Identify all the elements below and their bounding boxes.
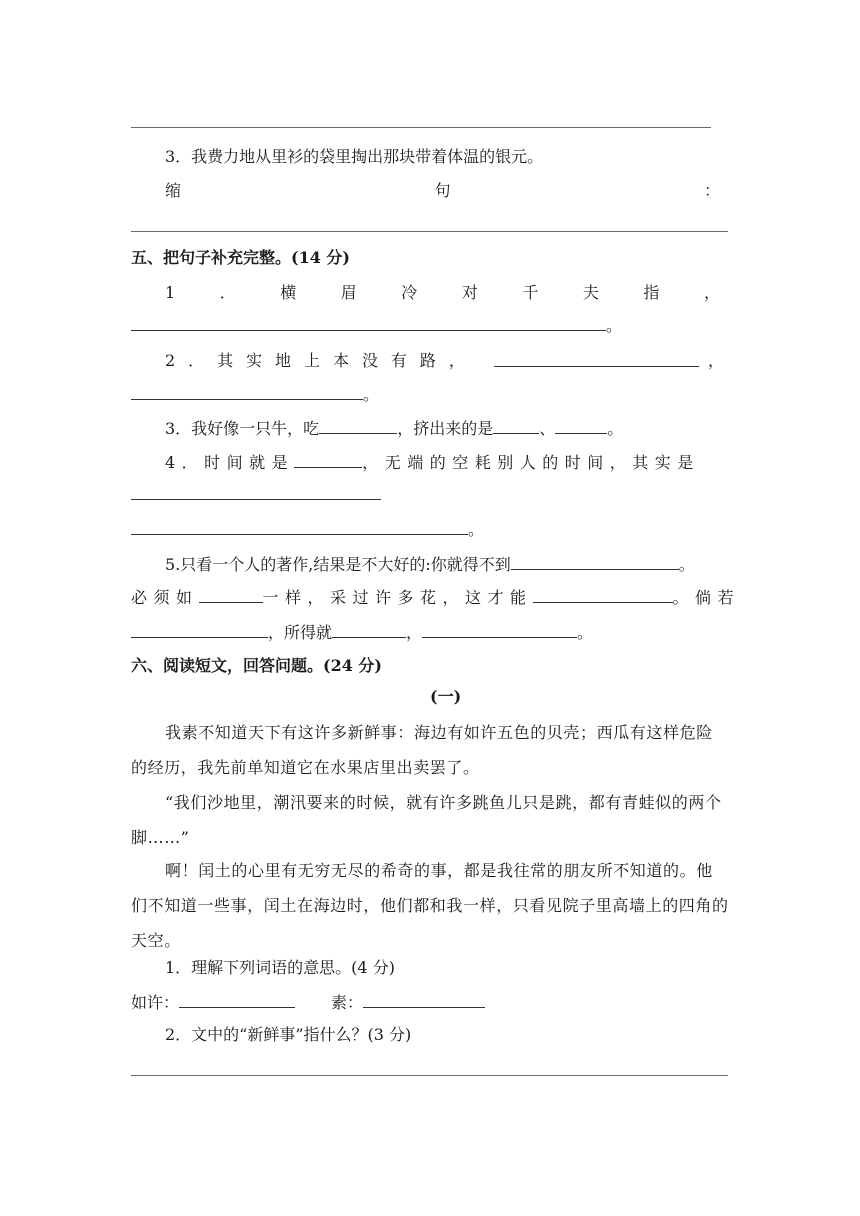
fill-blank[interactable] bbox=[332, 621, 406, 638]
s6-q1-words bbox=[131, 991, 485, 1014]
s5-q4-line-1 bbox=[131, 483, 381, 506]
q-char: 实 bbox=[246, 351, 263, 370]
s5-question-3 bbox=[165, 417, 623, 440]
answer-line bbox=[131, 127, 711, 128]
q-char: 横 bbox=[280, 283, 297, 302]
q-char: 对 bbox=[461, 283, 478, 302]
period: 。 bbox=[606, 316, 623, 335]
s4-q3-answer-prompt bbox=[165, 180, 720, 202]
q5-text-c: 一样，采过许多花，这才能 bbox=[262, 588, 533, 607]
period: 。 bbox=[468, 520, 485, 539]
fill-blank[interactable] bbox=[555, 417, 607, 434]
q-char: ， bbox=[703, 283, 720, 302]
q5-text-d: 。倘若 bbox=[672, 588, 741, 607]
fill-blank[interactable] bbox=[131, 621, 268, 638]
q3-text-c: 、 bbox=[539, 419, 556, 438]
fill-blank[interactable] bbox=[179, 991, 295, 1008]
s6-question-2: 2．文中的“新鲜事”指什么？(3 分) bbox=[165, 1025, 412, 1044]
q-char: 夫 bbox=[582, 283, 599, 302]
s5-q2-blank-row bbox=[494, 350, 699, 373]
q5-text-a: 5.只看一个人的著作,结果是不大好的:你就得不到 bbox=[165, 555, 511, 574]
s5-question-5 bbox=[165, 553, 695, 576]
q3-text-b: ，挤出来的是 bbox=[397, 419, 494, 438]
passage-paragraph-2: “我们沙地里，潮汛要来的时候，就有许多跳鱼儿只是跳，都有青蛙似的两个脚……” bbox=[131, 793, 722, 847]
answer-line bbox=[131, 231, 728, 232]
s5-question-4 bbox=[165, 451, 700, 474]
q5-text-e: ，所得就 bbox=[268, 623, 333, 642]
q-char: 千 bbox=[522, 283, 539, 302]
q-char: 冷 bbox=[401, 283, 418, 302]
q-char: 指 bbox=[643, 283, 660, 302]
q-char: 上 bbox=[304, 351, 321, 370]
s6-question-1: 1．理解下列词语的意思。(4 分) bbox=[165, 958, 395, 977]
fill-blank[interactable] bbox=[131, 483, 381, 500]
period: 。 bbox=[363, 385, 380, 404]
period: 。 bbox=[577, 623, 594, 642]
s5-q4-line-2 bbox=[131, 518, 484, 541]
q4-text-b: ，无端的空耗别人的时间，其实是 bbox=[362, 453, 700, 472]
q-char: 有 bbox=[390, 351, 407, 370]
s5-q1-line bbox=[131, 314, 622, 337]
passage-paragraph-1: 我素不知道天下有这许多新鲜事：海边有如许五色的贝壳；西瓜有这样危险的经历，我先前单知道它在水果店里出卖罢了。 bbox=[131, 723, 713, 777]
q-char: 没 bbox=[361, 351, 378, 370]
q-char: 本 bbox=[332, 351, 349, 370]
word-label: 素： bbox=[331, 993, 364, 1012]
fill-blank[interactable] bbox=[422, 621, 577, 638]
q5-text-f: ， bbox=[406, 623, 423, 642]
fill-blank[interactable] bbox=[511, 553, 679, 570]
prompt-char: 缩 bbox=[165, 181, 182, 200]
q-char: 其 bbox=[217, 351, 234, 370]
s5-q2-comma: ， bbox=[708, 351, 725, 370]
fill-blank[interactable] bbox=[493, 417, 539, 434]
section-6-heading: 六、阅读短文，回答问题。(24 分) bbox=[131, 656, 382, 675]
q4-text-a: 4．时间就是 bbox=[165, 453, 295, 472]
fill-blank[interactable] bbox=[533, 586, 673, 603]
q2-chars bbox=[165, 350, 465, 372]
fill-blank[interactable] bbox=[319, 417, 397, 434]
q-char: 眉 bbox=[340, 283, 357, 302]
s4-question-3: 3．我费力地从里衫的袋里掏出那块带着体温的银元。 bbox=[165, 147, 544, 166]
fill-blank[interactable] bbox=[363, 991, 485, 1008]
fill-blank[interactable] bbox=[131, 314, 606, 331]
period: 。 bbox=[678, 555, 695, 574]
word-label: 如许： bbox=[131, 993, 180, 1012]
fill-blank[interactable] bbox=[131, 518, 468, 535]
passage-subtitle: (一) bbox=[430, 687, 462, 706]
s5-q5-line-3 bbox=[131, 621, 593, 644]
q-char: 地 bbox=[275, 351, 292, 370]
fill-blank[interactable] bbox=[294, 451, 362, 468]
section-5-heading: 五、把句子补充完整。(14 分) bbox=[131, 248, 350, 267]
s5-question-1 bbox=[165, 282, 720, 304]
q3-text-a: 3．我好像一只牛，吃 bbox=[165, 419, 320, 438]
prompt-char: 句 bbox=[434, 181, 451, 200]
q-char: ， bbox=[448, 351, 465, 370]
period: 。 bbox=[607, 419, 624, 438]
fill-blank[interactable] bbox=[494, 350, 699, 367]
q-char: 1 bbox=[165, 283, 176, 302]
answer-line bbox=[131, 1075, 728, 1076]
s5-q2-line bbox=[131, 383, 379, 406]
fill-blank[interactable] bbox=[199, 586, 263, 603]
q-char: 2 bbox=[165, 351, 176, 370]
prompt-char: ： bbox=[703, 181, 720, 200]
q-char: 路 bbox=[419, 351, 436, 370]
s5-q5-line-2 bbox=[131, 586, 740, 609]
passage-paragraph-3: 啊！闰土的心里有无穷无尽的希奇的事，都是我往常的朋友所不知道的。他们不知道一些事，闰土在海边时，他们都和我一样，只看见院子里高墙上的四角的天空。 bbox=[131, 861, 729, 950]
q-char: ． bbox=[219, 283, 236, 302]
q-char: ． bbox=[188, 351, 205, 370]
q5-text-b: 必须如 bbox=[131, 588, 199, 607]
fill-blank[interactable] bbox=[131, 383, 363, 400]
